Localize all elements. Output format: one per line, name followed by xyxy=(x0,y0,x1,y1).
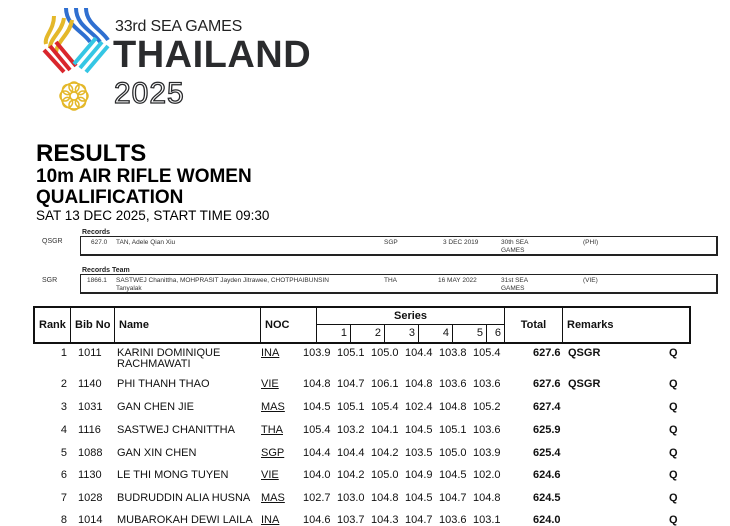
series-4-cell: 104.5 xyxy=(405,492,433,504)
series-3-cell: 104.8 xyxy=(371,492,399,504)
qualified-mark: Q xyxy=(669,378,678,390)
total-cell: 625.9 xyxy=(533,424,561,436)
page-title: RESULTS xyxy=(36,140,147,167)
series-4-cell: 104.9 xyxy=(405,469,433,481)
header-rank: Rank xyxy=(35,308,71,342)
series-2-cell: 103.7 xyxy=(337,514,365,526)
series-3-cell: 104.2 xyxy=(371,447,399,459)
series-5-cell: 105.0 xyxy=(439,447,467,459)
series-2-cell: 103.0 xyxy=(337,492,365,504)
table-row xyxy=(33,492,723,514)
results-table-header xyxy=(33,306,691,344)
team-record-score: 1866.1 xyxy=(87,277,107,284)
logo-eyebrow-text: 33rd SEA GAMES xyxy=(115,18,243,35)
bib-cell: 1130 xyxy=(78,469,102,481)
series-5-cell: 104.5 xyxy=(439,469,467,481)
table-row xyxy=(33,401,723,423)
header-bib: Bib No xyxy=(71,308,115,342)
athlete-name-line1: KARINI DOMINIQUE xyxy=(117,347,221,359)
series-5-cell: 104.8 xyxy=(439,401,467,413)
event-title: 10m AIR RIFLE WOMEN xyxy=(36,166,252,187)
logo-year-text: 2025 xyxy=(114,77,185,110)
team-record-event-line1: 31st SEA xyxy=(501,277,529,284)
header-series-5: 5 xyxy=(453,325,487,342)
total-cell: 624.0 xyxy=(533,514,561,526)
total-cell: 624.5 xyxy=(533,492,561,504)
series-2-cell: 104.4 xyxy=(337,447,365,459)
series-6-cell: 103.1 xyxy=(473,514,501,526)
total-cell: 627.4 xyxy=(533,401,561,413)
athlete-name-line2: RACHMAWATI xyxy=(117,358,191,370)
event-date: SAT 13 DEC 2025, START TIME 09:30 xyxy=(36,208,270,223)
phase-title: QUALIFICATION xyxy=(36,187,184,208)
records-section-label: Records xyxy=(82,229,111,236)
rank-cell: 6 xyxy=(60,469,67,481)
header-series: Series xyxy=(317,308,505,325)
record-event-line2: GAMES xyxy=(501,247,525,254)
rank-cell: 1 xyxy=(60,347,67,359)
qualified-mark: Q xyxy=(669,469,678,481)
qualified-mark: Q xyxy=(669,514,678,526)
sea-games-logo xyxy=(40,6,340,116)
header-remarks: Remarks xyxy=(567,319,614,331)
individual-record-box xyxy=(80,236,718,256)
noc-link[interactable]: INA xyxy=(261,514,280,526)
rank-cell: 3 xyxy=(60,401,67,413)
table-row xyxy=(33,469,723,491)
series-3-cell: 105.4 xyxy=(371,401,399,413)
series-2-cell: 105.1 xyxy=(337,347,365,359)
athlete-name-line1: PHI THANH THAO xyxy=(117,378,210,390)
series-6-cell: 104.8 xyxy=(473,492,501,504)
series-2-cell: 105.1 xyxy=(337,401,365,413)
bib-cell: 1140 xyxy=(78,378,102,390)
record-holder: TAN, Adele Qian Xiu xyxy=(116,239,176,246)
series-4-cell: 104.7 xyxy=(405,514,433,526)
rank-cell: 8 xyxy=(60,514,67,526)
series-6-cell: 103.6 xyxy=(473,424,501,436)
team-record-code: SGR xyxy=(42,277,58,284)
team-record-box xyxy=(80,274,718,294)
table-row xyxy=(33,378,723,400)
series-2-cell: 103.2 xyxy=(337,424,365,436)
qualified-mark: Q xyxy=(669,401,678,413)
series-6-cell: 103.6 xyxy=(473,378,501,390)
rank-cell: 2 xyxy=(60,378,67,390)
header-series-1: 1 xyxy=(317,325,351,342)
total-cell: 627.6 xyxy=(533,378,561,390)
athlete-name-line1: MUBAROKAH DEWI LAILA xyxy=(117,514,253,526)
total-cell: 624.6 xyxy=(533,469,561,481)
series-6-cell: 103.9 xyxy=(473,447,501,459)
series-2-cell: 104.2 xyxy=(337,469,365,481)
series-5-cell: 103.6 xyxy=(439,514,467,526)
series-5-cell: 103.8 xyxy=(439,347,467,359)
table-row xyxy=(33,447,723,469)
qualified-mark: Q xyxy=(669,424,678,436)
record-score: 627.0 xyxy=(91,239,108,246)
bib-cell: 1116 xyxy=(78,424,101,436)
table-row xyxy=(33,347,723,369)
athlete-name-line1: LE THI MONG TUYEN xyxy=(117,469,229,481)
bib-cell: 1088 xyxy=(78,447,103,459)
series-1-cell: 104.8 xyxy=(303,378,331,390)
noc-link[interactable]: MAS xyxy=(261,401,285,413)
record-code: QSGR xyxy=(42,238,63,245)
series-5-cell: 103.6 xyxy=(439,378,467,390)
series-6-cell: 105.2 xyxy=(473,401,501,413)
sea-games-emblem-icon xyxy=(40,6,112,114)
table-row xyxy=(33,424,723,446)
total-cell: 627.6 xyxy=(533,347,561,359)
series-5-cell: 104.7 xyxy=(439,492,467,504)
series-2-cell: 104.7 xyxy=(337,378,365,390)
series-3-cell: 104.3 xyxy=(371,514,399,526)
header-series-4: 4 xyxy=(419,325,453,342)
athlete-name-line1: GAN CHEN JIE xyxy=(117,401,195,413)
record-noc: SGP xyxy=(384,239,398,246)
header-series-2: 2 xyxy=(351,325,385,342)
series-5-cell: 105.1 xyxy=(439,424,467,436)
team-record-holders-line2: Tanyalak xyxy=(116,285,142,292)
header-total: Total xyxy=(505,308,563,342)
series-6-cell: 105.4 xyxy=(473,347,501,359)
header-series-6: 6 xyxy=(487,325,505,342)
table-row xyxy=(33,514,723,526)
team-record-host: (VIE) xyxy=(583,277,598,284)
series-3-cell: 105.0 xyxy=(371,347,399,359)
team-record-date: 16 MAY 2022 xyxy=(438,277,477,284)
series-4-cell: 104.8 xyxy=(405,378,433,390)
series-4-cell: 103.5 xyxy=(405,447,433,459)
athlete-name-line1: BUDRUDDIN ALIA HUSNA xyxy=(117,492,251,504)
header-name: Name xyxy=(115,308,261,342)
team-record-noc: THA xyxy=(384,277,397,284)
series-1-cell: 105.4 xyxy=(303,424,331,436)
results-title-block xyxy=(36,142,269,223)
record-host: (PHI) xyxy=(583,239,599,246)
records-team-section-label: Records Team xyxy=(82,267,130,274)
bib-cell: 1014 xyxy=(78,514,103,526)
series-1-cell: 104.5 xyxy=(303,401,331,413)
remarks-cell: QSGR xyxy=(568,378,601,390)
remarks-cell: QSGR xyxy=(568,347,601,359)
series-4-cell: 104.4 xyxy=(405,347,433,359)
total-cell: 625.4 xyxy=(533,447,561,459)
bib-cell: 1011 xyxy=(78,347,102,359)
qualified-mark: Q xyxy=(669,347,678,359)
series-4-cell: 104.5 xyxy=(405,424,433,436)
qualified-mark: Q xyxy=(669,447,678,459)
noc-link[interactable]: THA xyxy=(261,424,283,436)
rank-cell: 5 xyxy=(60,447,67,459)
rank-cell: 7 xyxy=(60,492,67,504)
series-1-cell: 104.6 xyxy=(303,514,331,526)
rank-cell: 4 xyxy=(60,424,67,436)
noc-link[interactable]: MAS xyxy=(261,492,285,504)
noc-link[interactable]: SGP xyxy=(261,447,285,459)
team-record-event-line2: GAMES xyxy=(501,285,525,292)
athlete-name-line1: GAN XIN CHEN xyxy=(117,447,197,459)
record-event-line1: 30th SEA xyxy=(501,239,529,246)
header-noc: NOC xyxy=(261,308,317,342)
bib-cell: 1028 xyxy=(78,492,103,504)
series-6-cell: 102.0 xyxy=(473,469,501,481)
noc-link[interactable]: VIE xyxy=(261,469,279,481)
logo-country-text: THAILAND xyxy=(113,34,312,76)
athlete-name-line1: SASTWEJ CHANITTHA xyxy=(117,424,235,436)
series-1-cell: 103.9 xyxy=(303,347,331,359)
series-1-cell: 102.7 xyxy=(303,492,331,504)
series-1-cell: 104.4 xyxy=(303,447,331,459)
team-record-holders-line1: SASTWEJ Chanittha, MOHPRASIT Jayden Jitrawee, CHOTPHAIBUNSIN xyxy=(116,277,329,284)
series-1-cell: 104.0 xyxy=(303,469,331,481)
series-3-cell: 105.0 xyxy=(371,469,399,481)
header-series-3: 3 xyxy=(385,325,419,342)
qualified-mark: Q xyxy=(669,492,678,504)
noc-link[interactable]: INA xyxy=(261,347,280,359)
record-date: 3 DEC 2019 xyxy=(443,239,479,246)
bib-cell: 1031 xyxy=(78,401,103,413)
series-4-cell: 102.4 xyxy=(405,401,433,413)
series-3-cell: 106.1 xyxy=(371,378,399,390)
noc-link[interactable]: VIE xyxy=(261,378,279,390)
series-3-cell: 104.1 xyxy=(371,424,399,436)
